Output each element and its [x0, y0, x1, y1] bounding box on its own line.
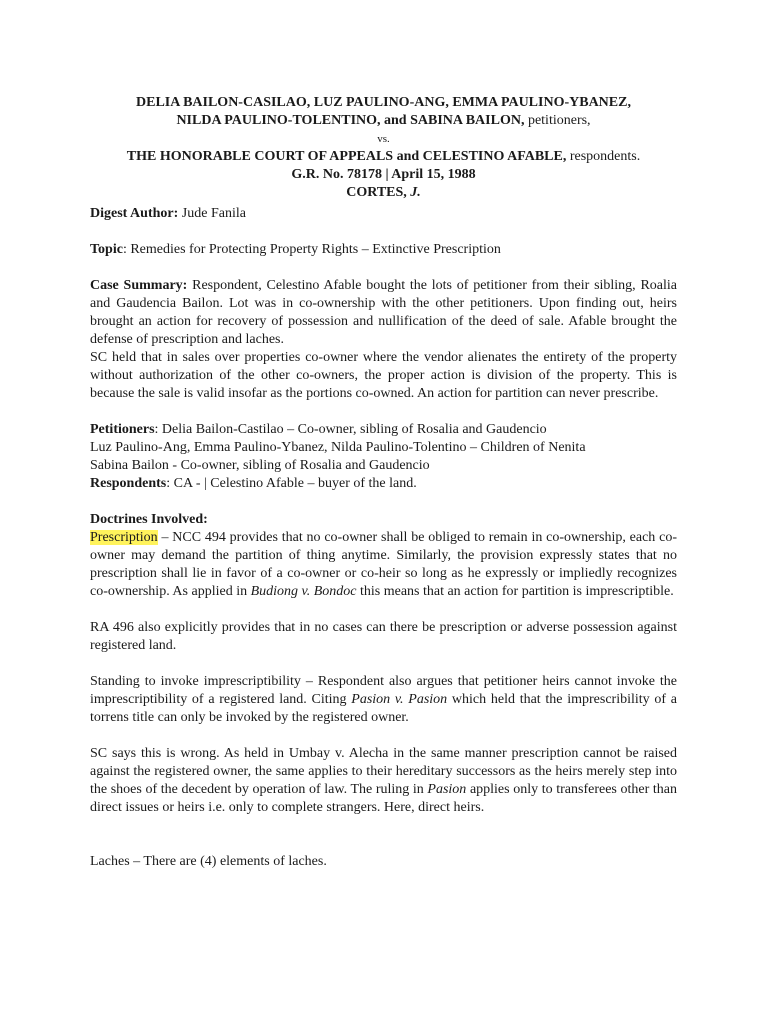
ponente-name: CORTES,: [346, 185, 407, 200]
petitioners-line-1: [90, 421, 677, 439]
topic: [90, 241, 677, 259]
petitioners-line-3: Sabina Bailon - Co-owner, sibling of Rosalia and Gaudencio: [90, 458, 430, 473]
respondents-line: [90, 475, 677, 493]
case-citation-pasion-2: Pasion: [427, 782, 467, 797]
doctrine-standing: [90, 673, 677, 727]
caption-parties-2: NILDA PAULINO-TOLENTINO, and SABINA BAILON,: [176, 113, 525, 128]
case-citation-pasion: Pasion v. Pasion: [351, 692, 448, 707]
topic-label: Topic: [90, 242, 123, 257]
case-summary-label: Case Summary:: [90, 278, 188, 293]
sc-text-post: applies only to transferees other than direct issues or heirs i.e. only to complete strangers. Here, direct heirs.: [90, 782, 677, 815]
gr-number: G.R. No. 78178 | April 15, 1988: [291, 167, 476, 182]
doctrine-sc-ruling: [90, 745, 677, 817]
prescription-text-pre: – NCC 494 provides that no co-owner shall be obliged to remain in co-ownership, each co-owner may demand the partition of thing anytime. Similarly, the provision expressly states that no prescription shall lie in favor of a co-owner or co-heir so long as he expressly or impliedly recognizes co-ownership. As applied in: [90, 530, 677, 599]
digest-author-value: Jude Fanila: [181, 206, 246, 221]
ponente: [90, 184, 677, 202]
caption-line-4: [90, 148, 677, 166]
doctrine-laches: Laches – There are (4) elements of laches.: [90, 854, 327, 869]
digest-author: [90, 205, 677, 223]
petitioners-line-2: Luz Paulino-Ang, Emma Paulino-Ybanez, Nilda Paulino-Tolentino – Children of Nenita: [90, 440, 586, 455]
petitioners-label: Petitioners: [90, 422, 155, 437]
doctrine-ra496: RA 496 also explicitly provides that in no cases can there be prescription or adverse possession against registered land.: [90, 620, 677, 653]
doctrine-prescription: [90, 529, 677, 601]
caption-role-petitioners: petitioners,: [527, 113, 591, 128]
document-page: [90, 94, 677, 871]
prescription-term-highlight: Prescription: [90, 530, 158, 545]
caption-vs: vs.: [377, 133, 390, 145]
digest-author-label: Digest Author:: [90, 206, 179, 221]
ponente-suffix: J.: [410, 185, 421, 200]
case-citation-budiong: Budiong v. Bondoc: [250, 584, 357, 599]
caption-parties-4: THE HONORABLE COURT OF APPEALS and CELESTINO AFABLE,: [126, 149, 567, 164]
standing-text-pre: Standing to invoke imprescriptibility – Respondent also argues that petitioner heirs cannot invoke the imprescriptibility of a registered land. Citing: [90, 674, 677, 707]
respondents-value: : CA - | Celestino Afable – buyer of the land.: [166, 476, 417, 491]
topic-value: : Remedies for Protecting Property Rights – Extinctive Prescription: [122, 242, 501, 257]
caption-line-2: [90, 112, 677, 130]
case-summary-text-1: Respondent, Celestino Afable bought the lots of petitioner from their sibling, Roalia and Gaudencia Bailon. Lot was in co-ownership with the other petitioners. Upon finding out, heirs brought an action for recovery of possession and nullification of the deed of sale. Afable brought the defense of prescription and laches.: [90, 278, 678, 347]
standing-text-post: which held that the imprescribility of a torrens title can only be invoked by the registered owner.: [90, 692, 678, 725]
prescription-text-post: this means that an action for partition is imprescriptible.: [356, 584, 674, 599]
sc-text-pre: SC says this is wrong. As held in Umbay v. Alecha in the same manner prescription cannot be raised against the registered owner, the same applies to their hereditary successors as the heirs merely step into the shoes of the decedent by operation of law. The ruling in: [90, 746, 677, 797]
petitioners-value-1: : Delia Bailon-Castilao – Co-owner, sibling of Rosalia and Gaudencio: [154, 422, 547, 437]
caption-line-1: DELIA BAILON-CASILAO, LUZ PAULINO-ANG, EMMA PAULINO-YBANEZ,: [136, 95, 631, 110]
case-summary-p2: SC held that in sales over properties co-owner where the vendor alienates the entirety of the property without authorization of the other co-owners, the proper action is division of the property. This is because the sale is valid insofar as the portions co-owned. An action for partition can never prescribe.: [90, 350, 677, 401]
case-summary-p1: [90, 277, 677, 349]
respondents-label: Respondents: [90, 476, 167, 491]
caption-role-respondents: respondents.: [569, 149, 641, 164]
doctrines-heading: Doctrines Involved:: [90, 512, 208, 527]
